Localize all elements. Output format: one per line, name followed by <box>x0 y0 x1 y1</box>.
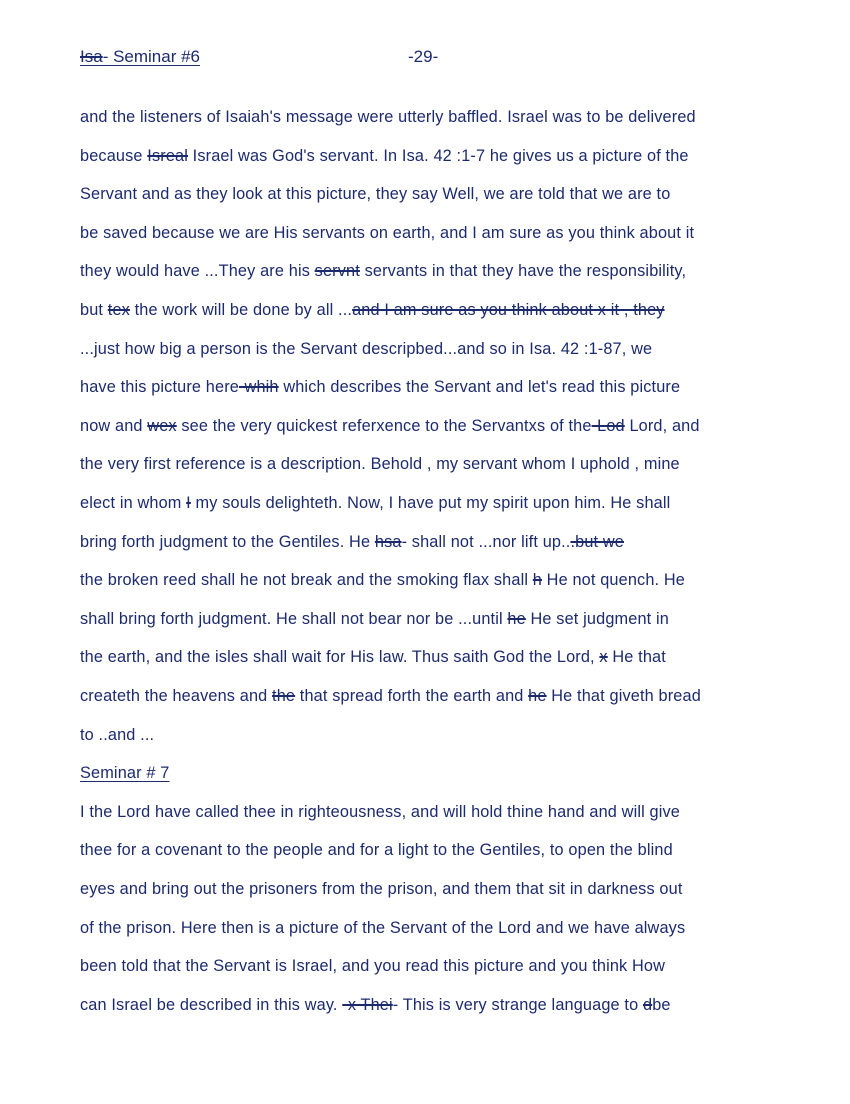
struck-text: d <box>642 995 653 1014</box>
text-segment: the work will be done by all ... <box>129 301 353 319</box>
text-segment: which describes the Servant and let's read this picture <box>278 378 681 397</box>
text-line <box>80 610 669 629</box>
struck-text: -Lod <box>591 416 625 435</box>
text-segment: be <box>652 995 671 1014</box>
text-line <box>80 378 680 397</box>
text-segment: - shall not ...nor lift up.. <box>401 532 571 551</box>
text-segment: I the Lord have called thee in righteousness, and will hold thine hand and will give <box>80 802 681 821</box>
text-line <box>80 533 624 552</box>
text-segment: - This is very strange language to <box>392 995 643 1014</box>
text-segment: and the listeners of Isaiah's message were utterly baffled. Israel was to be delivered <box>80 108 696 126</box>
text-line <box>80 185 670 204</box>
text-segment: the broken reed shall he not break and the smoking flax shall <box>80 571 533 590</box>
text-line <box>80 340 652 359</box>
text-line <box>80 571 685 590</box>
page-number: -29- <box>408 47 439 66</box>
text-segment: see the very quickest referxence to the Servantxs of the <box>176 416 592 435</box>
struck-text: .but we <box>570 532 625 551</box>
struck-text: and I am sure as you think about x it , they <box>352 301 665 319</box>
struck-text: I <box>186 494 191 512</box>
text-segment: because <box>80 146 148 165</box>
text-line <box>80 417 700 436</box>
text-segment: to ..and ... <box>80 725 155 744</box>
text-segment: but <box>80 301 108 319</box>
text-segment: createth the heavens and <box>80 687 273 705</box>
text-segment: servants in that they have the responsibility, <box>359 262 687 281</box>
text-segment: the very first reference is a description. Behold , my servant whom I uphold , mine <box>80 455 680 474</box>
struck-text: x <box>599 648 608 667</box>
text-line <box>80 919 685 938</box>
struck-text: Isa <box>80 47 103 66</box>
text-segment: been told that the Servant is Israel, and you read this picture and you think How <box>80 957 666 976</box>
struck-text: he <box>507 609 526 628</box>
text-segment: He that giveth bread <box>546 687 701 705</box>
page-header-title <box>80 47 200 67</box>
text-segment: now and <box>80 416 148 435</box>
text-segment: that spread forth the earth and <box>295 687 529 705</box>
text-segment: He set judgment in <box>525 609 669 628</box>
text-line <box>80 803 680 822</box>
text-segment: Lord, and <box>624 416 700 435</box>
text-segment: Israel was God's servant. In Isa. 42 :1-7 he gives us a picture of the <box>188 146 689 165</box>
text-segment: thee for a covenant to the people and for a light to the Gentiles, to open the blind <box>80 841 673 860</box>
text-line <box>80 224 694 243</box>
text-line <box>80 841 673 860</box>
header-title: - Seminar #6 <box>102 47 201 66</box>
text-line <box>80 687 701 706</box>
struck-text: -x Thei <box>342 995 393 1014</box>
struck-text: tex <box>107 301 130 319</box>
text-line <box>80 108 696 127</box>
text-line <box>80 996 671 1015</box>
text-segment: eyes and bring out the prisoners from the prison, and them that sit in darkness out <box>80 880 683 898</box>
text-line <box>80 880 683 899</box>
text-segment: He that <box>607 648 666 667</box>
struck-text: Isreal <box>147 146 188 165</box>
text-segment: bring forth judgment to the Gentiles. He <box>80 532 375 551</box>
text-line <box>80 262 686 281</box>
section-heading: Seminar # 7 <box>80 764 170 783</box>
struck-text: hsa <box>374 532 402 551</box>
struck-text: he <box>528 687 547 705</box>
text-line <box>80 301 665 320</box>
struck-text: wex <box>147 416 177 435</box>
text-segment: my souls delighteth. Now, I have put my spirit upon him. He shall <box>190 494 671 512</box>
struck-text: servnt <box>314 262 360 281</box>
text-line <box>80 455 680 474</box>
text-line <box>80 648 666 667</box>
text-line <box>80 494 670 513</box>
text-segment: have this picture here <box>80 378 239 397</box>
text-segment: they would have ...They are his <box>80 262 315 281</box>
text-segment: Servant and as they look at this picture, they say Well, we are told that we are to <box>80 185 671 204</box>
text-line <box>80 726 154 745</box>
struck-text: -whih <box>238 378 279 397</box>
text-segment: the earth, and the isles shall wait for His law. Thus saith God the Lord, <box>80 648 600 667</box>
text-segment: can Israel be described in this way. <box>80 995 343 1014</box>
text-line <box>80 957 665 976</box>
text-segment: ...just how big a person is the Servant descripbed...and so in Isa. 42 :1-87, we <box>80 339 653 358</box>
text-segment: of the prison. Here then is a picture of the Servant of the Lord and we have always <box>80 918 686 937</box>
text-line <box>80 147 689 166</box>
struck-text: the <box>272 687 296 705</box>
text-segment: be saved because we are His servants on earth, and I am sure as you think about it <box>80 223 695 242</box>
text-segment: He not quench. He <box>542 571 685 590</box>
text-segment: shall bring forth judgment. He shall not bear nor be ...until <box>80 609 508 628</box>
struck-text: h <box>532 571 542 590</box>
text-segment: elect in whom <box>80 494 187 512</box>
